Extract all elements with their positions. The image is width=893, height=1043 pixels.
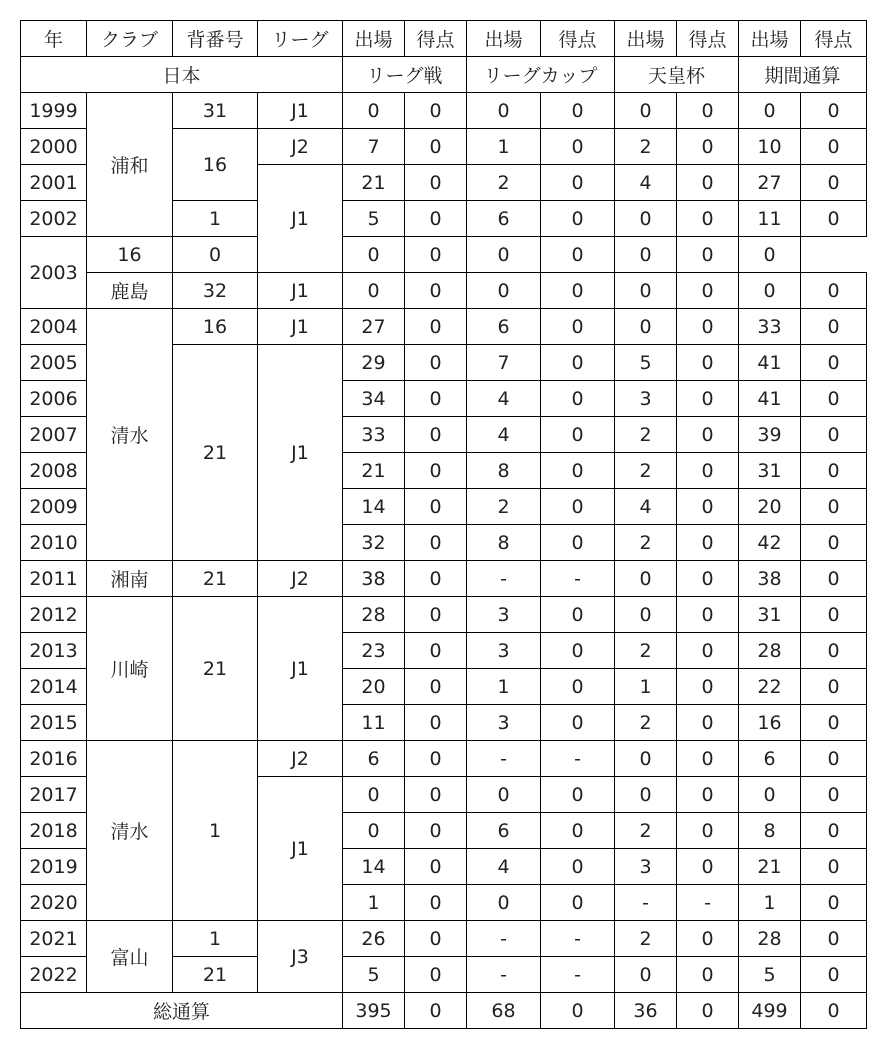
number-cell: 1: [173, 741, 258, 921]
apps-cell: 38: [343, 561, 405, 597]
year-cell: 2004: [21, 309, 87, 345]
apps-cell: -: [467, 921, 541, 957]
year-cell: 2006: [21, 381, 87, 417]
apps-cell: 4: [615, 489, 677, 525]
year-cell: 2013: [21, 633, 87, 669]
apps-cell: -: [615, 885, 677, 921]
goals-cell: 0: [541, 669, 615, 705]
club-header: クラブ: [87, 21, 173, 57]
apps-cell: 6: [343, 741, 405, 777]
goals-cell: 0: [405, 309, 467, 345]
apps-cell: 29: [343, 345, 405, 381]
apps-cell: 1: [615, 669, 677, 705]
goals-cell: 0: [739, 237, 801, 273]
goals-cell: 0: [801, 741, 867, 777]
apps-cell: 1: [467, 669, 541, 705]
goals-cell: 0: [677, 309, 739, 345]
period-total-header: 期間通算: [739, 57, 867, 93]
goals-cell: 0: [405, 201, 467, 237]
apps-cell: 3: [615, 381, 677, 417]
apps-header: 出場: [739, 21, 801, 57]
apps-cell: 2: [615, 705, 677, 741]
apps-cell: 39: [739, 417, 801, 453]
apps-cell: 0: [467, 93, 541, 129]
goals-cell: 0: [541, 633, 615, 669]
number-cell: 21: [173, 597, 258, 741]
league-cell: J1: [258, 309, 343, 345]
league-cell: J1: [258, 93, 343, 129]
apps-cell: 5: [343, 957, 405, 993]
apps-cell: 0: [343, 777, 405, 813]
apps-cell: 27: [739, 165, 801, 201]
apps-cell: 5: [615, 345, 677, 381]
year-cell: 2021: [21, 921, 87, 957]
number-cell: 16: [87, 237, 173, 273]
apps-cell: 27: [343, 309, 405, 345]
goals-header: 得点: [677, 21, 739, 57]
goals-cell: 0: [405, 633, 467, 669]
year-cell: 1999: [21, 93, 87, 129]
apps-cell: -: [467, 957, 541, 993]
goals-cell: 0: [405, 345, 467, 381]
league-cell: J1: [258, 345, 343, 561]
club-cell: 川崎: [87, 597, 173, 741]
number-cell: 31: [173, 93, 258, 129]
goals-cell: 0: [615, 237, 677, 273]
goals-cell: 0: [405, 561, 467, 597]
goals-cell: 0: [405, 777, 467, 813]
table-row: [21, 921, 867, 957]
goals-cell: 0: [405, 417, 467, 453]
club-cell: 鹿島: [87, 273, 173, 309]
goals-cell: 0: [405, 885, 467, 921]
year-cell: 2001: [21, 165, 87, 201]
goals-cell: 0: [405, 849, 467, 885]
apps-cell: 33: [739, 309, 801, 345]
apps-cell: 38: [739, 561, 801, 597]
goals-cell: -: [541, 921, 615, 957]
subheader-row: [21, 57, 867, 93]
goals-cell: 0: [541, 849, 615, 885]
apps-cell: 41: [739, 345, 801, 381]
goals-cell: 0: [801, 777, 867, 813]
apps-cell: 8: [467, 453, 541, 489]
goals-cell: 0: [801, 921, 867, 957]
apps-cell: 1: [739, 885, 801, 921]
apps-cell: 4: [615, 165, 677, 201]
apps-cell: 3: [467, 633, 541, 669]
goals-cell: 0: [801, 165, 867, 201]
apps-cell: -: [467, 561, 541, 597]
goals-cell: 0: [801, 957, 867, 993]
goals-cell: 0: [405, 273, 467, 309]
cup-competition-header: リーグカップ: [467, 57, 615, 93]
apps-cell: 0: [615, 957, 677, 993]
goals-cell: 0: [677, 93, 739, 129]
number-cell: 16: [173, 309, 258, 345]
goals-cell: 0: [541, 345, 615, 381]
goals-cell: 0: [541, 885, 615, 921]
apps-cell: 33: [343, 417, 405, 453]
league-cell: J2: [258, 741, 343, 777]
apps-cell: 2: [615, 417, 677, 453]
year-cell: 2017: [21, 777, 87, 813]
apps-cell: 2: [467, 489, 541, 525]
apps-cell: 34: [343, 381, 405, 417]
apps-cell: 0: [615, 561, 677, 597]
table-row: [21, 237, 867, 273]
goals-header: 得点: [541, 21, 615, 57]
league-competition-header: リーグ戦: [343, 57, 467, 93]
total-label: 総通算: [21, 993, 343, 1029]
apps-cell: 6: [467, 309, 541, 345]
number-cell: 32: [173, 273, 258, 309]
apps-cell: 11: [343, 705, 405, 741]
apps-cell: 0: [739, 93, 801, 129]
goals-cell: 0: [405, 453, 467, 489]
apps-cell: 14: [343, 849, 405, 885]
goals-cell: 0: [541, 381, 615, 417]
year-cell: 2005: [21, 345, 87, 381]
goals-cell: 0: [677, 165, 739, 201]
goals-cell: 0: [405, 597, 467, 633]
apps-cell: 0: [615, 597, 677, 633]
apps-cell: 0: [343, 273, 405, 309]
apps-cell: 8: [739, 813, 801, 849]
apps-cell: 6: [739, 741, 801, 777]
emperor-cup-header: 天皇杯: [615, 57, 739, 93]
apps-cell: 5: [343, 201, 405, 237]
year-cell: 2010: [21, 525, 87, 561]
total-goals-cell: 0: [541, 993, 615, 1029]
club-cell: 浦和: [87, 93, 173, 237]
year-cell: 2019: [21, 849, 87, 885]
apps-cell: 3: [467, 597, 541, 633]
goals-cell: 0: [801, 489, 867, 525]
apps-cell: 32: [343, 525, 405, 561]
goals-cell: 0: [677, 273, 739, 309]
goals-cell: 0: [405, 165, 467, 201]
goals-cell: 0: [801, 201, 867, 237]
apps-cell: 0: [615, 777, 677, 813]
table-row: [21, 273, 867, 309]
apps-cell: 0: [467, 273, 541, 309]
goals-cell: 0: [541, 453, 615, 489]
apps-cell: 2: [615, 813, 677, 849]
goals-cell: -: [541, 957, 615, 993]
year-cell: 2012: [21, 597, 87, 633]
goals-cell: 0: [801, 273, 867, 309]
apps-cell: 1: [343, 885, 405, 921]
total-apps-cell: 499: [739, 993, 801, 1029]
year-cell: 2000: [21, 129, 87, 165]
apps-cell: 0: [739, 273, 801, 309]
apps-cell: 28: [739, 633, 801, 669]
goals-cell: -: [541, 741, 615, 777]
year-cell: 2022: [21, 957, 87, 993]
goals-cell: 0: [677, 561, 739, 597]
apps-cell: 0: [615, 309, 677, 345]
goals-cell: 0: [405, 489, 467, 525]
league-cell: J2: [258, 129, 343, 165]
header-row: [21, 21, 867, 57]
apps-cell: 0: [739, 777, 801, 813]
league-cell: J2: [258, 561, 343, 597]
goals-cell: 0: [541, 201, 615, 237]
number-cell: 16: [173, 129, 258, 201]
table-row: [21, 561, 867, 597]
goals-cell: 0: [541, 165, 615, 201]
apps-header: 出場: [467, 21, 541, 57]
apps-cell: 2: [615, 129, 677, 165]
apps-cell: 0: [343, 93, 405, 129]
goals-cell: 0: [677, 777, 739, 813]
goals-cell: 0: [405, 93, 467, 129]
goals-cell: 0: [405, 705, 467, 741]
goals-cell: 0: [405, 813, 467, 849]
apps-cell: 20: [343, 669, 405, 705]
year-cell: 2008: [21, 453, 87, 489]
goals-cell: 0: [677, 417, 739, 453]
goals-cell: 0: [541, 309, 615, 345]
apps-cell: 7: [343, 129, 405, 165]
apps-cell: 6: [467, 813, 541, 849]
goals-cell: 0: [343, 237, 405, 273]
goals-cell: 0: [801, 381, 867, 417]
total-row: [21, 993, 867, 1029]
goals-cell: 0: [541, 597, 615, 633]
number-cell: 21: [173, 957, 258, 993]
goals-cell: 0: [405, 957, 467, 993]
apps-cell: 3: [615, 849, 677, 885]
goals-cell: 0: [677, 849, 739, 885]
apps-cell: 28: [739, 921, 801, 957]
apps-cell: 2: [615, 525, 677, 561]
table-body: [21, 21, 867, 1029]
league-header: リーグ: [258, 21, 343, 57]
table-row: [21, 93, 867, 129]
goals-cell: 0: [801, 453, 867, 489]
club-cell: 清水: [87, 741, 173, 921]
goals-cell: 0: [677, 741, 739, 777]
club-cell: 湘南: [87, 561, 173, 597]
goals-cell: 0: [677, 201, 739, 237]
stats-table: [20, 20, 867, 1029]
apps-cell: 28: [343, 597, 405, 633]
apps-cell: 2: [615, 633, 677, 669]
number-header: 背番号: [173, 21, 258, 57]
apps-cell: 8: [467, 525, 541, 561]
apps-cell: 3: [467, 705, 541, 741]
number-cell: 1: [173, 921, 258, 957]
apps-cell: 23: [343, 633, 405, 669]
total-goals-cell: 0: [405, 993, 467, 1029]
goals-cell: 0: [801, 597, 867, 633]
goals-cell: 0: [801, 561, 867, 597]
goals-cell: 0: [677, 453, 739, 489]
goals-cell: 0: [801, 669, 867, 705]
goals-cell: 0: [801, 309, 867, 345]
year-cell: 2018: [21, 813, 87, 849]
goals-cell: 0: [801, 705, 867, 741]
goals-cell: 0: [541, 129, 615, 165]
league-cell: J1: [258, 165, 343, 273]
apps-cell: -: [467, 741, 541, 777]
year-header: 年: [21, 21, 87, 57]
year-cell: 2015: [21, 705, 87, 741]
number-cell: 1: [173, 201, 258, 237]
goals-cell: 0: [541, 525, 615, 561]
apps-cell: 5: [739, 957, 801, 993]
apps-header: 出場: [615, 21, 677, 57]
apps-cell: 42: [739, 525, 801, 561]
apps-cell: 0: [343, 813, 405, 849]
goals-cell: 0: [801, 849, 867, 885]
apps-cell: 20: [739, 489, 801, 525]
country-header: 日本: [21, 57, 343, 93]
league-cell: J1: [258, 597, 343, 741]
year-cell: 2007: [21, 417, 87, 453]
apps-cell: 1: [467, 129, 541, 165]
apps-cell: 2: [615, 921, 677, 957]
goals-cell: 0: [405, 921, 467, 957]
goals-cell: 0: [405, 129, 467, 165]
year-cell: 2016: [21, 741, 87, 777]
number-cell: 21: [173, 561, 258, 597]
goals-cell: 0: [677, 669, 739, 705]
apps-cell: 41: [739, 381, 801, 417]
goals-cell: 0: [801, 345, 867, 381]
total-apps-cell: 395: [343, 993, 405, 1029]
goals-header: 得点: [405, 21, 467, 57]
table-row: [21, 309, 867, 345]
goals-cell: 0: [405, 741, 467, 777]
apps-cell: 4: [467, 849, 541, 885]
league-cell: J1: [258, 777, 343, 921]
goals-cell: 0: [677, 345, 739, 381]
year-cell: 2009: [21, 489, 87, 525]
apps-cell: 0: [173, 237, 258, 273]
goals-cell: 0: [801, 633, 867, 669]
goals-cell: 0: [541, 417, 615, 453]
goals-cell: 0: [801, 129, 867, 165]
table-row: [21, 741, 867, 777]
apps-cell: 21: [343, 453, 405, 489]
apps-cell: 2: [467, 165, 541, 201]
club-cell: 清水: [87, 309, 173, 561]
goals-cell: 0: [801, 417, 867, 453]
apps-cell: 22: [739, 669, 801, 705]
apps-cell: 31: [739, 453, 801, 489]
goals-cell: 0: [541, 777, 615, 813]
apps-cell: 0: [615, 93, 677, 129]
apps-cell: 11: [739, 201, 801, 237]
apps-cell: 4: [467, 381, 541, 417]
goals-cell: 0: [677, 597, 739, 633]
apps-cell: 0: [405, 237, 467, 273]
goals-cell: 0: [677, 489, 739, 525]
goals-cell: 0: [405, 669, 467, 705]
total-goals-cell: 0: [677, 993, 739, 1029]
year-cell: 2020: [21, 885, 87, 921]
goals-cell: 0: [801, 885, 867, 921]
goals-cell: 0: [467, 237, 541, 273]
goals-cell: 0: [677, 381, 739, 417]
goals-cell: 0: [677, 525, 739, 561]
apps-cell: 0: [615, 741, 677, 777]
apps-cell: 0: [615, 201, 677, 237]
goals-cell: 0: [541, 273, 615, 309]
apps-cell: 6: [467, 201, 541, 237]
apps-cell: 31: [739, 597, 801, 633]
apps-cell: 2: [615, 453, 677, 489]
goals-cell: -: [541, 561, 615, 597]
apps-cell: 4: [467, 417, 541, 453]
goals-cell: 0: [405, 381, 467, 417]
apps-cell: 0: [467, 885, 541, 921]
goals-cell: 0: [541, 93, 615, 129]
apps-cell: 0: [677, 237, 739, 273]
goals-cell: 0: [541, 489, 615, 525]
goals-header: 得点: [801, 21, 867, 57]
year-cell: 2003: [21, 237, 87, 309]
total-goals-cell: 0: [801, 993, 867, 1029]
goals-cell: 0: [405, 525, 467, 561]
apps-cell: 16: [739, 705, 801, 741]
club-cell: 富山: [87, 921, 173, 993]
league-cell: J3: [258, 921, 343, 993]
apps-cell: 0: [541, 237, 615, 273]
goals-cell: 0: [801, 93, 867, 129]
apps-cell: 14: [343, 489, 405, 525]
goals-cell: 0: [677, 705, 739, 741]
goals-cell: -: [677, 885, 739, 921]
number-cell: 21: [173, 345, 258, 561]
goals-cell: 0: [677, 129, 739, 165]
goals-cell: 0: [677, 813, 739, 849]
total-apps-cell: 36: [615, 993, 677, 1029]
goals-cell: 0: [801, 813, 867, 849]
goals-cell: 0: [677, 633, 739, 669]
goals-cell: 0: [541, 705, 615, 741]
goals-cell: 0: [677, 957, 739, 993]
apps-cell: 0: [615, 273, 677, 309]
total-apps-cell: 68: [467, 993, 541, 1029]
goals-cell: 0: [801, 525, 867, 561]
apps-header: 出場: [343, 21, 405, 57]
apps-cell: 10: [739, 129, 801, 165]
league-cell: J1: [258, 273, 343, 309]
year-cell: 2002: [21, 201, 87, 237]
apps-cell: 21: [343, 165, 405, 201]
apps-cell: 21: [739, 849, 801, 885]
apps-cell: 0: [467, 777, 541, 813]
table-row: [21, 597, 867, 633]
year-cell: 2011: [21, 561, 87, 597]
goals-cell: 0: [677, 921, 739, 957]
goals-cell: 0: [541, 813, 615, 849]
apps-cell: 26: [343, 921, 405, 957]
apps-cell: 7: [467, 345, 541, 381]
year-cell: 2014: [21, 669, 87, 705]
